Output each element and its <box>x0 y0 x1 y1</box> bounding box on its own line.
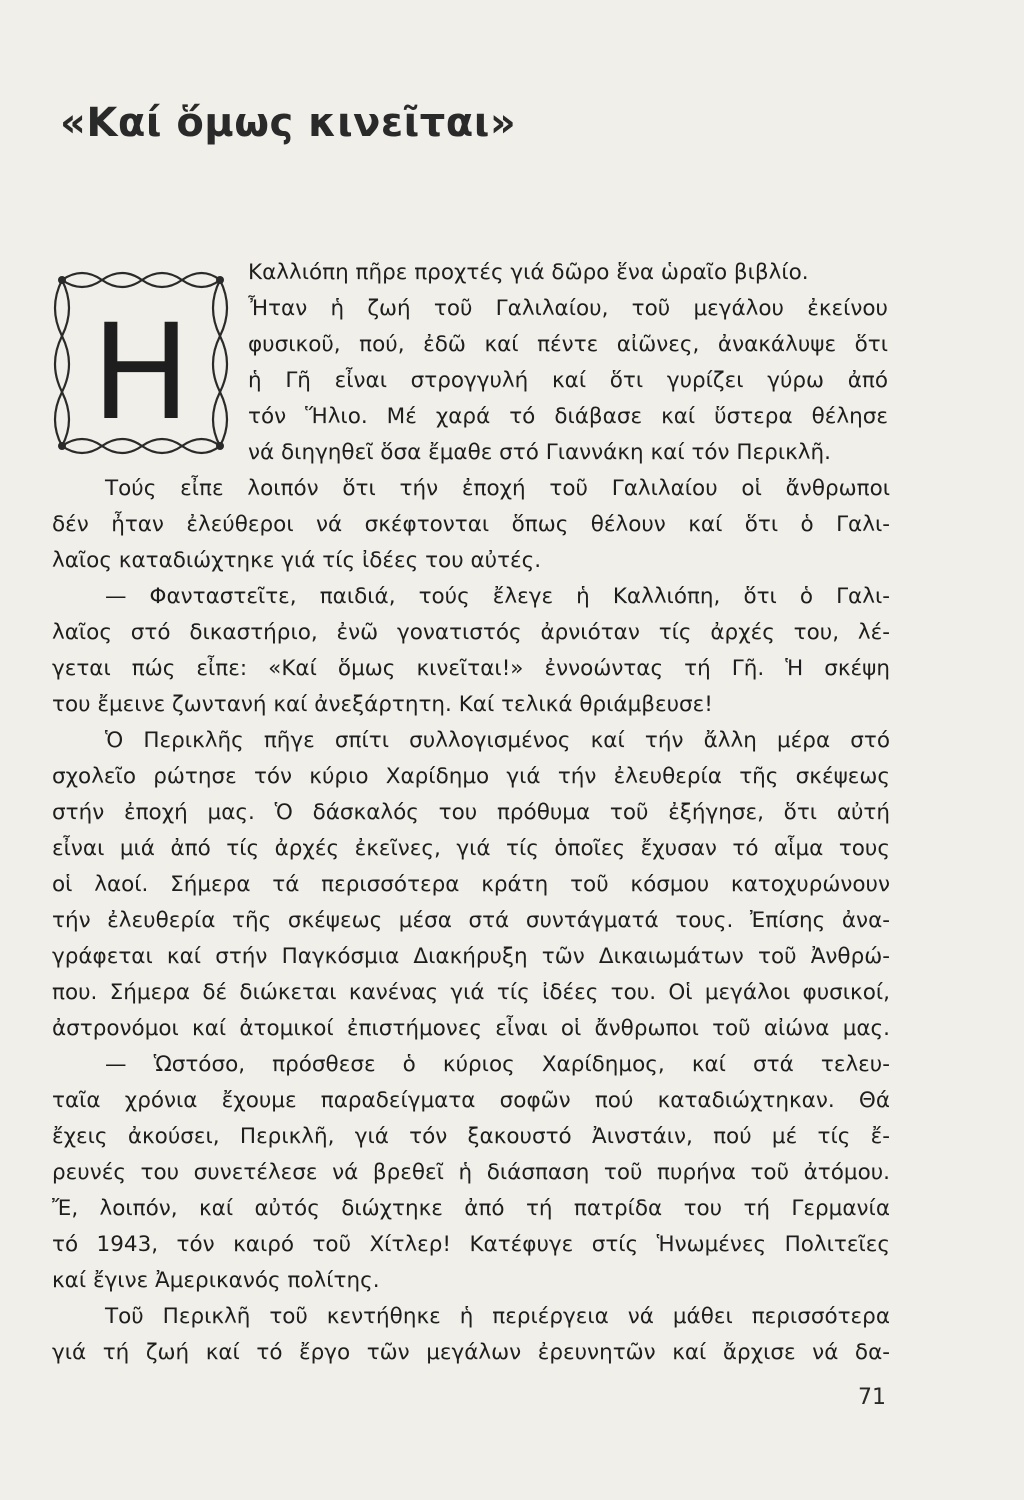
page-number: 71 <box>858 1385 886 1410</box>
text-line: του ἔμεινε ζωντανή καί ἀνεξάρτητη. Καί τελικά θριάμβευσε! <box>52 692 713 717</box>
text-line: οἱ λαοί. Σήμερα τά περισσότερα κράτη τοῦ κόσμου κατοχυρώνουν <box>52 872 890 897</box>
text-line: γράφεται καί στήν Παγκόσμια Διακήρυξη τῶν Δικαιωμάτων τοῦ Ἀνθρώ- <box>52 944 890 969</box>
text-line: Ὁ Περικλῆς πῆγε σπίτι συλλογισμένος καί τήν ἄλλη μέρα στό <box>105 728 890 753</box>
text-line: τήν ἐλευθερία τῆς σκέψεως μέσα στά συντάγματά τους. Ἐπίσης ἀνα- <box>52 908 890 933</box>
text-line: γιά τή ζωή καί τό ἔργο τῶν μεγάλων ἐρευνητῶν καί ἄρχισε νά δα- <box>52 1340 890 1365</box>
text-line: Ἔ, λοιπόν, καί αὐτός διώχτηκε ἀπό τή πατρίδα του τή Γερμανία <box>52 1196 890 1221</box>
text-line: ρευνές του συνετέλεσε νά βρεθεῖ ἡ διάσπαση τοῦ πυρήνα τοῦ ἀτόμου. <box>52 1160 890 1185</box>
text-line: καί ἔγινε Ἀμερικανός πολίτης. <box>52 1268 380 1293</box>
text-line: λαῖος στό δικαστήριο, ἐνῶ γονατιστός ἀρνιόταν τίς ἀρχές του, λέ- <box>52 620 890 645</box>
text-line: τόν Ἥλιο. Μέ χαρά τό διάβασε καί ὕστερα θέλησε <box>248 404 888 429</box>
text-line: Καλλιόπη πῆρε προχτές γιά δῶρο ἕνα ὡραῖο βιβλίο. <box>248 260 809 285</box>
text-line: νά διηγηθεῖ ὅσα ἔμαθε στό Γιαννάκη καί τόν Περικλῆ. <box>248 440 831 465</box>
dropcap-initial <box>52 268 230 458</box>
text-line: τό 1943, τόν καιρό τοῦ Χίτλερ! Κατέφυγε στίς Ἡνωμένες Πολιτεῖες <box>52 1232 890 1257</box>
text-line: φυσικοῦ, πού, ἐδῶ καί πέντε αἰῶνες, ἀνακάλυψε ὅτι <box>248 332 888 357</box>
text-line: που. Σήμερα δέ διώκεται κανένας γιά τίς ἰδέες του. Οἱ μεγάλοι φυσικοί, <box>52 980 890 1005</box>
text-line: Τοῦ Περικλῆ τοῦ κεντήθηκε ἡ περιέργεια νά μάθει περισσότερα <box>105 1304 890 1329</box>
text-line: εἶναι μιά ἀπό τίς ἀρχές ἐκεῖνες, γιά τίς ὁποῖες ἔχυσαν τό αἷμα τους <box>52 836 890 861</box>
text-line: — Ὡστόσο, πρόσθεσε ὁ κύριος Χαρίδημος, καί στά τελευ- <box>105 1052 890 1077</box>
text-line: ταῖα χρόνια ἔχουμε παραδείγματα σοφῶν πού καταδιώχτηκαν. Θά <box>52 1088 890 1113</box>
text-line: γεται πώς εἶπε: «Καί ὅμως κινεῖται!» ἐννοώντας τή Γῆ. Ἡ σκέψη <box>52 656 890 681</box>
page-title: «Καί ὅμως κινεῖται» <box>60 100 517 146</box>
text-line: λαῖος καταδιώχτηκε γιά τίς ἰδέες του αὐτές. <box>52 548 542 573</box>
text-line: ἔχεις ἀκούσει, Περικλῆ, γιά τόν ξακουστό Ἀινστάιν, πού μέ τίς ἔ- <box>52 1124 890 1149</box>
text-line: στήν ἐποχή μας. Ὁ δάσκαλός του πρόθυμα τοῦ ἐξήγησε, ὅτι αὐτή <box>52 800 890 825</box>
text-line: ἀστρονόμοι καί ἀτομικοί ἐπιστήμονες εἶναι οἱ ἄνθρωποι τοῦ αἰώνα μας. <box>52 1016 890 1041</box>
dropcap-letter: Η <box>91 296 191 450</box>
text-line: Ἦταν ἡ ζωή τοῦ Γαλιλαίου, τοῦ μεγάλου ἐκείνου <box>248 296 888 321</box>
text-line: Τούς εἶπε λοιπόν ὅτι τήν ἐποχή τοῦ Γαλιλαίου οἱ ἄνθρωποι <box>105 476 890 501</box>
text-line: ἡ Γῆ εἶναι στρογγυλή καί ὅτι γυρίζει γύρω ἀπό <box>248 368 888 393</box>
text-line: σχολεῖο ρώτησε τόν κύριο Χαρίδημο γιά τήν ἐλευθερία τῆς σκέψεως <box>52 764 890 789</box>
text-line: — Φανταστεῖτε, παιδιά, τούς ἔλεγε ἡ Καλλιόπη, ὅτι ὁ Γαλι- <box>105 584 890 609</box>
text-line: δέν ἦταν ἐλεύθεροι νά σκέφτονται ὅπως θέλουν καί ὅτι ὁ Γαλι- <box>52 512 890 537</box>
dropcap-frame-icon <box>52 268 230 458</box>
